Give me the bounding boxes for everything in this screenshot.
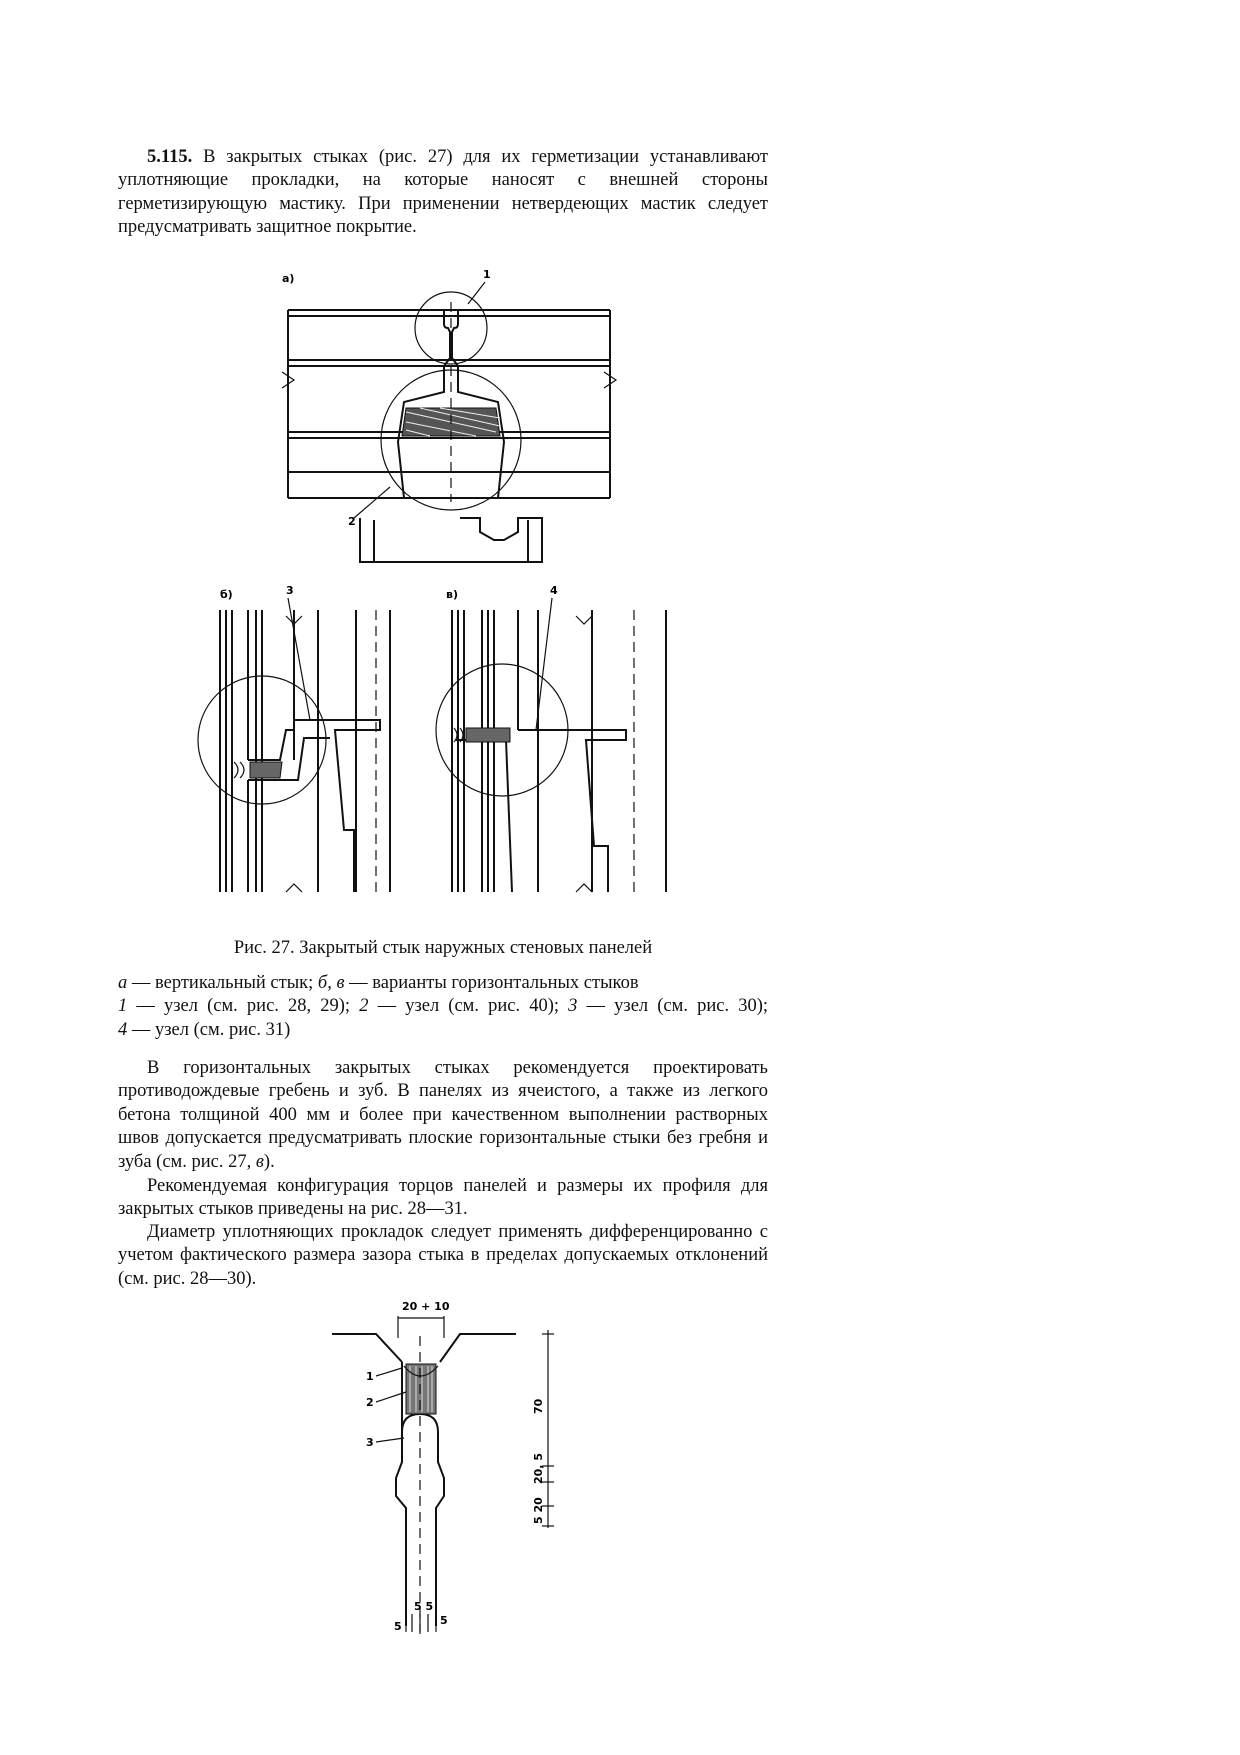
callout-28-1: 1 (366, 1370, 374, 1383)
callout-1-label: 1 (483, 268, 491, 281)
legend-text-bv: — варианты горизонтальных стыков (344, 973, 639, 993)
dim-bottom-5-5: 5 5 (414, 1600, 434, 1613)
callout-28-2: 2 (366, 1396, 374, 1409)
paragraph-text: В горизонтальных закрытых стыках рекомендуется проектировать противодождевые гребень и зуб. В панелях из ячеистого, а также из легкого бетона толщиной 400 мм и более при качественном выполнении растворных швов допускается предусматривать плоские горизонтальные стыки без гребня и зуба (см. рис. 27, (118, 1058, 768, 1172)
legend-key-1: 1 (118, 996, 128, 1017)
legend-line-2 (118, 995, 768, 1018)
paragraph-text-end: ). (263, 1151, 275, 1172)
figure-label-v: в) (446, 588, 458, 601)
figure-27v-horizontal-joint (426, 580, 686, 900)
legend-line-3 (118, 1019, 768, 1042)
figure-label-b: б) (220, 588, 233, 601)
legend-key-3: 3 (568, 996, 578, 1017)
figure-label-a: а) (282, 272, 295, 285)
figure-ref: в (255, 1151, 264, 1172)
figure-27a-vertical-joint (280, 262, 630, 572)
legend-key-2: 2 (359, 996, 369, 1017)
legend-text-3: — узел (см. рис. 30); (577, 996, 768, 1017)
dim-bottom-right-5: 5 (440, 1614, 448, 1627)
dim-20-5: 20, 5 (532, 1453, 545, 1484)
callout-28-3: 3 (366, 1436, 374, 1449)
figure-28-joint-profile (320, 1296, 600, 1641)
figure-27-legend (118, 972, 768, 1042)
legend-text-2: — узел (см. рис. 40); (368, 996, 569, 1017)
paragraph-text: В закрытых стыках (рис. 27) для их герметизации устанавливают уплотняющие прокладки, на которые наносят с внешней стороны герметизирующую мастику. При применении нетвердеющих мастик следует предусматривать защитное покрытие. (118, 147, 768, 238)
legend-key-a: а (118, 973, 128, 993)
dim-5-20: 5 20 (532, 1497, 545, 1524)
callout-4-label: 4 (550, 584, 558, 597)
legend-key-4: 4 (118, 1019, 128, 1040)
dim-20-10: 20 + 10 (402, 1300, 450, 1313)
clause-number: 5.115. (147, 147, 193, 167)
paragraph-gasket-diameter: Диаметр уплотняющих прокладок следует применять дифференцированно с учетом фактического размера зазора стыка в пределах допускаемых отклонений (см. рис. 28—30). (118, 1222, 768, 1289)
legend-text-a: — вертикальный стык; (127, 973, 318, 993)
legend-line-1 (118, 972, 768, 995)
legend-key-bv: б, в (317, 973, 345, 993)
figure-27-caption: Рис. 27. Закрытый стык наружных стеновых панелей (233, 938, 653, 958)
paragraph-horizontal-joints (118, 1057, 768, 1174)
legend-text-4: — узел (см. рис. 31) (127, 1019, 291, 1040)
callout-2-label: 2 (348, 515, 356, 528)
figure-27b-horizontal-joint (190, 580, 430, 900)
dim-bottom-left-5: 5 (394, 1620, 402, 1633)
callout-3-label: 3 (286, 584, 294, 597)
paragraph-configuration: Рекомендуемая конфигурация торцов панелей и размеры их профиля для закрытых стыков приведены на рис. 28—31. (118, 1176, 768, 1220)
legend-text-1: — узел (см. рис. 28, 29); (127, 996, 360, 1017)
dim-70: 70 (532, 1398, 545, 1414)
paragraph-5-115 (118, 146, 768, 240)
